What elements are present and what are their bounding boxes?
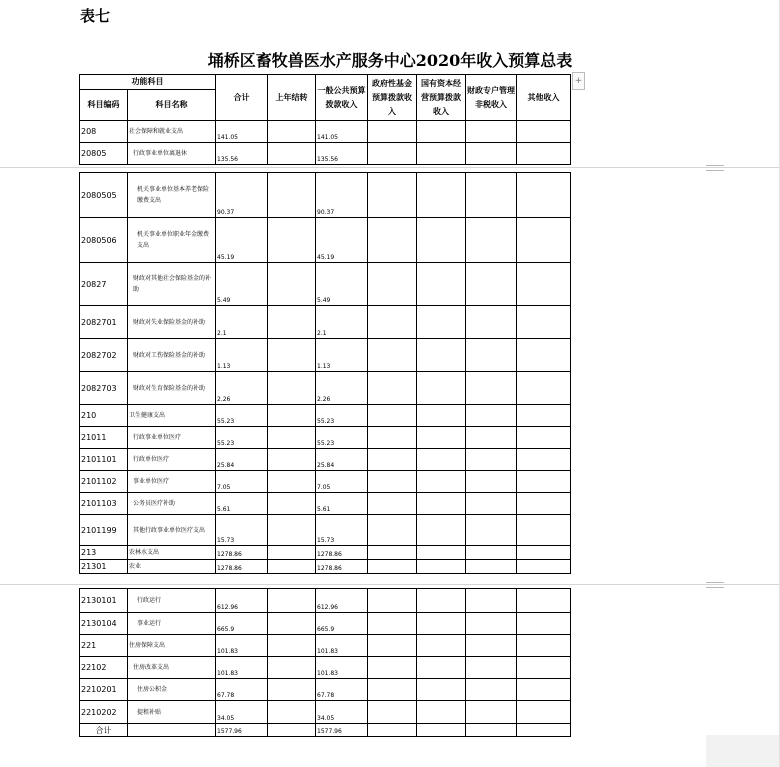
table-row (80, 427, 571, 449)
row-general: 67.78 (316, 679, 368, 701)
row-total: 2.1 (216, 306, 268, 339)
row-code: 20827 (80, 263, 128, 306)
row-total: 1.13 (216, 339, 268, 372)
total-row (80, 724, 571, 737)
table-row (80, 493, 571, 515)
row-code: 208 (80, 121, 128, 143)
row-general: 55.23 (316, 427, 368, 449)
row-name: 机关事业单位职业年金缴费支出 (128, 218, 216, 263)
row-total: 67.78 (216, 679, 268, 701)
row-general: 55.23 (316, 405, 368, 427)
table-row (80, 339, 571, 372)
row-total: 101.83 (216, 635, 268, 657)
row-name: 提租补贴 (128, 701, 216, 724)
budget-table-head (79, 74, 571, 165)
row-name: 财政对失业保险基金的补助 (128, 306, 216, 339)
row-total: 5.61 (216, 493, 268, 515)
header-carryover: 上年结转 (268, 75, 316, 121)
row-total: 7.05 (216, 471, 268, 493)
row-total: 2.26 (216, 372, 268, 405)
budget-table-middle (79, 172, 571, 574)
header-name: 科目名称 (128, 90, 216, 121)
table-row (80, 143, 571, 165)
table-row (80, 471, 571, 493)
table-row (80, 121, 571, 143)
total-label: 合计 (80, 724, 128, 737)
row-code: 21301 (80, 560, 128, 574)
row-general: 2.1 (316, 306, 368, 339)
row-total: 90.37 (216, 173, 268, 218)
row-name: 财政对其他社会保险基金的补助 (128, 263, 216, 306)
table-row (80, 560, 571, 574)
row-name: 住房改革支出 (128, 657, 216, 679)
row-general: 7.05 (316, 471, 368, 493)
row-general: 45.19 (316, 218, 368, 263)
row-general: 1278.86 (316, 560, 368, 574)
row-general: 90.37 (316, 173, 368, 218)
row-code: 2210202 (80, 701, 128, 724)
row-code: 213 (80, 546, 128, 560)
table-row (80, 515, 571, 546)
row-general: 5.49 (316, 263, 368, 306)
row-general: 135.56 (316, 143, 368, 165)
row-name: 财政对生育保险基金的补助 (128, 372, 216, 405)
row-code: 2082702 (80, 339, 128, 372)
row-name: 事业单位医疗 (128, 471, 216, 493)
row-name: 农林水支出 (128, 546, 216, 560)
page-break-mark (706, 165, 724, 171)
row-code: 2130104 (80, 613, 128, 635)
row-total: 612.96 (216, 589, 268, 613)
document-title: 埇桥区畜牧兽医水产服务中心2020年收入预算总表 (207, 51, 573, 70)
header-func-subject: 功能科目 (80, 75, 216, 90)
row-total: 141.05 (216, 121, 268, 143)
row-code: 221 (80, 635, 128, 657)
row-general: 1278.86 (316, 546, 368, 560)
header-general-budget: 一般公共预算拨款收入 (316, 75, 368, 121)
row-name: 公务员医疗补助 (128, 493, 216, 515)
header-other: 其他收入 (517, 75, 571, 121)
table-row (80, 701, 571, 724)
table-row (80, 173, 571, 218)
page-shadow (706, 735, 780, 767)
table-row (80, 613, 571, 635)
table-row (80, 218, 571, 263)
row-general: 101.83 (316, 657, 368, 679)
budget-table-lower (79, 588, 571, 737)
total-general: 1577.96 (316, 724, 368, 737)
header-state-capital: 国有资本经营预算拨款收入 (417, 75, 466, 121)
header-code: 科目编码 (80, 90, 128, 121)
row-name: 其他行政事业单位医疗支出 (128, 515, 216, 546)
row-total: 34.05 (216, 701, 268, 724)
page-break-line (0, 167, 780, 168)
header-special-fiscal: 财政专户管理非税收入 (466, 75, 517, 121)
row-name: 机关事业单位基本养老保险缴费支出 (128, 173, 216, 218)
table-row (80, 263, 571, 306)
row-code: 2080505 (80, 173, 128, 218)
row-name: 住房公积金 (128, 679, 216, 701)
row-general: 101.83 (316, 635, 368, 657)
row-code: 2082703 (80, 372, 128, 405)
row-name: 社会保障和就业支出 (128, 121, 216, 143)
row-code: 2101102 (80, 471, 128, 493)
row-code: 2101101 (80, 449, 128, 471)
row-general: 34.05 (316, 701, 368, 724)
row-total: 135.56 (216, 143, 268, 165)
header-fund-budget: 政府性基金预算拨款收入 (368, 75, 417, 121)
table-expand-handle[interactable]: + (572, 72, 585, 90)
row-total: 25.84 (216, 449, 268, 471)
table-number: 表七 (80, 7, 111, 25)
row-code: 2080506 (80, 218, 128, 263)
row-code: 2210201 (80, 679, 128, 701)
table-row (80, 449, 571, 471)
row-total: 55.23 (216, 427, 268, 449)
row-code: 2082701 (80, 306, 128, 339)
row-general: 1.13 (316, 339, 368, 372)
page-break-line (0, 584, 780, 585)
row-name: 行政单位医疗 (128, 449, 216, 471)
row-name: 事业运行 (128, 613, 216, 635)
page-break-mark (706, 582, 724, 588)
row-code: 210 (80, 405, 128, 427)
row-total: 1278.86 (216, 546, 268, 560)
row-total: 665.9 (216, 613, 268, 635)
row-code: 2101199 (80, 515, 128, 546)
table-row (80, 679, 571, 701)
row-name: 行政事业单位离退休 (128, 143, 216, 165)
row-total: 1278.86 (216, 560, 268, 574)
total-amount: 1577.96 (216, 724, 268, 737)
row-total: 55.23 (216, 405, 268, 427)
row-name: 行政运行 (128, 589, 216, 613)
row-general: 612.96 (316, 589, 368, 613)
table-row (80, 635, 571, 657)
row-general: 665.9 (316, 613, 368, 635)
table-row (80, 657, 571, 679)
row-total: 101.83 (216, 657, 268, 679)
row-name: 卫生健康支出 (128, 405, 216, 427)
header-total: 合计 (216, 75, 268, 121)
row-name: 住房保障支出 (128, 635, 216, 657)
table-row (80, 306, 571, 339)
row-general: 2.26 (316, 372, 368, 405)
row-total: 15.73 (216, 515, 268, 546)
table-row (80, 405, 571, 427)
row-general: 5.61 (316, 493, 368, 515)
row-code: 21011 (80, 427, 128, 449)
row-general: 15.73 (316, 515, 368, 546)
table-row (80, 546, 571, 560)
row-total: 45.19 (216, 218, 268, 263)
row-name: 行政事业单位医疗 (128, 427, 216, 449)
row-name: 农业 (128, 560, 216, 574)
row-name: 财政对工伤保险基金的补助 (128, 339, 216, 372)
row-code: 2130101 (80, 589, 128, 613)
row-general: 141.05 (316, 121, 368, 143)
row-code: 22102 (80, 657, 128, 679)
row-code: 2101103 (80, 493, 128, 515)
row-code: 20805 (80, 143, 128, 165)
table-row (80, 589, 571, 613)
row-general: 25.84 (316, 449, 368, 471)
table-row (80, 372, 571, 405)
row-total: 5.49 (216, 263, 268, 306)
